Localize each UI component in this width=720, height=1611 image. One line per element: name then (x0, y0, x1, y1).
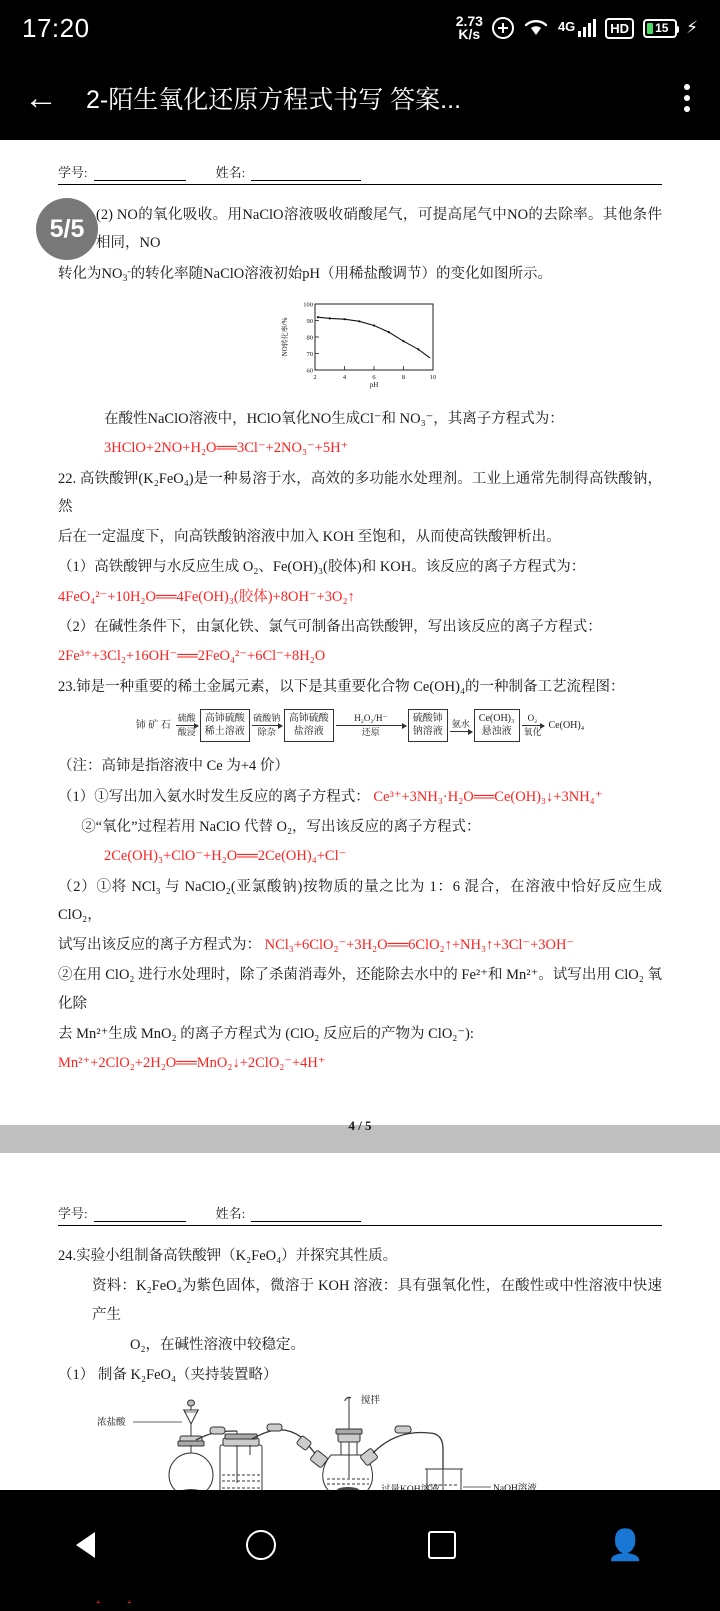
question-23-stem: 23.铈是一种重要的稀土金属元素，以下是其重要化合物 Ce(OH)₄的一种制备工艺流程图： (58, 679, 625, 696)
flow-node-3-line1: 硫酸铈 (412, 713, 443, 725)
answer-23-1-1: Ce³⁺+3NH₃·H₂O══Ce(OH)₃↓+3NH₄⁺ (373, 788, 603, 805)
question-21-prompt: 在酸性NaClO溶液中，HClO氧化NO生成Cl⁻和 NO₃⁻，其离子方程式为： (104, 410, 564, 427)
status-icons (456, 15, 698, 41)
kebab-dot (684, 95, 690, 101)
student-name-label: 姓名: (215, 1206, 246, 1221)
student-id-label: 学号: (58, 165, 88, 180)
flow-node-3-line2: 钠溶液 (412, 725, 443, 737)
flow-node-1 (200, 709, 250, 742)
question-21-2-line2 (58, 260, 662, 288)
svg-text:70: 70 (306, 350, 313, 358)
battery-fill (647, 23, 653, 34)
chart-x-axis-label: pH (369, 380, 378, 389)
student-id-blank (94, 169, 186, 181)
page-footer-number: 4 / 5 (348, 1117, 372, 1133)
flow-arrow-1-line (176, 725, 198, 726)
question-24-data-line2: O₂，在碱性溶液中较稳定。 (130, 1336, 306, 1353)
q21-text-pre: 转化为NO (58, 265, 123, 282)
page-indicator-badge: 5/5 (36, 198, 98, 260)
document-page-2 (0, 1153, 720, 1513)
flow-arrow-1 (174, 713, 200, 739)
flow-node-4 (474, 709, 520, 742)
question-21-2-line1: (2) NO的氧化吸收。用NaClO溶液吸收硝酸尾气，可提高尾气中NO的去除率。其他条件相同，NO (96, 207, 662, 252)
question-23-2-1a: （2）①将 NCl₃ 与 NaClO₂(亚氯酸钠)按物质的量之比为 1：6 混合，在溶液中恰好反应生成 ClO₂， (58, 878, 662, 923)
overflow-menu-button[interactable] (678, 78, 696, 118)
question-23-note: （注：高铈是指溶液中 Ce 为+4 价） (58, 758, 289, 775)
svg-text:60: 60 (306, 367, 313, 375)
flow-arrow-4-line (450, 731, 472, 732)
flow-arrow-4 (448, 719, 474, 733)
svg-text:8: 8 (401, 373, 405, 381)
answer-22-2: 2Fe³⁺+3Cl₂+16OH⁻══2FeO₄²⁻+6Cl⁻+8H₂O (58, 648, 326, 665)
circle-plus-icon (492, 17, 514, 39)
svg-text:4: 4 (342, 373, 346, 381)
question-22-stem-line1: 22. 高铁酸钾(K₂FeO₄)是一种易溶于水，高效的多功能水处理剂。工业上通常先制得高铁酸钠，然 (58, 470, 662, 515)
question-24-data-line1: 资料：K₂FeO₄为紫色固体，微溶于 KOH 溶液：具有强氧化性，在酸性或中性溶液中快速产生 (92, 1278, 662, 1323)
question-23-1-1 (58, 783, 662, 811)
battery-icon (643, 19, 677, 38)
document-page-1 (0, 140, 720, 1133)
wifi-icon (523, 18, 549, 38)
student-name-blank (251, 1210, 361, 1222)
square-recents-icon[interactable] (428, 1531, 456, 1559)
chart-container (58, 298, 662, 393)
question-24-stem: 24.实验小组制备高铁酸钾（K₂FeO₄）并探究其性质。 (58, 1248, 398, 1264)
back-button[interactable]: ← (24, 79, 58, 117)
network-speed-value: 2.73 (455, 13, 483, 30)
system-navigation-bar (0, 1490, 720, 1600)
chart-svg (273, 298, 448, 388)
question-23-1-1-label: （1）①写出加入氨水时发生反应的离子方程式： (58, 788, 370, 805)
accessibility-icon[interactable]: 👤 (606, 1528, 645, 1562)
q21-text-post: 的转化率随NaClO溶液初始pH（用稀盐酸调节）的变化如图所示。 (130, 265, 552, 282)
flow-arrow-2-top: 硫酸钠 (253, 713, 281, 724)
app-bar (0, 56, 720, 140)
flow-end-node: Ce(OH)₄ (548, 719, 585, 731)
hd-icon: HD (605, 18, 634, 39)
network-type-label: 4G (557, 19, 576, 34)
question-24-1: （1） 制备 K₂FeO₄（夹持装置略） (58, 1367, 278, 1384)
page-header-fields (58, 162, 662, 185)
flow-start-node: 铈 矿 石 (135, 719, 171, 731)
student-name-label: 姓名: (215, 165, 246, 180)
q21-superscript: - (127, 265, 131, 277)
q21-subscript: 3 (122, 272, 128, 284)
answer-21: 3HClO+2NO+H₂O══3Cl⁻+2NO₃⁻+5H⁺ (104, 440, 349, 457)
svg-text:6: 6 (371, 373, 376, 381)
svg-text:90: 90 (306, 317, 313, 325)
flow-arrow-3-bottom: 还原 (361, 727, 380, 738)
network-speed-unit: K/s (458, 26, 481, 42)
svg-text:100: 100 (302, 301, 313, 309)
flow-node-4-line1: Ce(OH)₃ (478, 713, 515, 725)
label-stir: 搅拌 (361, 1396, 381, 1407)
student-id-blank (94, 1210, 186, 1222)
page-title: 2-陌生氧化还原方程式书写 答案... (86, 86, 462, 114)
answer-23-2-2: Mn²⁺+2ClO₂+2H₂O══MnO₂↓+2ClO₂⁻+4H⁺ (58, 1055, 326, 1072)
no-conversion-chart (273, 298, 448, 393)
flow-arrow-5-bottom: 氧化 (523, 727, 542, 738)
flow-arrow-2-bottom: 除杂 (257, 727, 276, 738)
triangle-back-icon[interactable] (76, 1532, 95, 1558)
battery-level-label: 15 (655, 21, 669, 35)
status-time: 17:20 (22, 12, 90, 43)
signal-bars (578, 19, 596, 37)
flow-arrow-2 (250, 713, 284, 739)
question-23-1-2: ②“氧化”过程若用 NaClO 代替 O₂，写出该反应的离子方程式： (81, 818, 481, 835)
answer-23-1-2: 2Ce(OH)₃+ClO⁻+H₂O══2Ce(OH)₄+Cl⁻ (104, 848, 347, 865)
flow-arrow-1-top: 硫酸 (177, 713, 196, 724)
question-23-2-1b (58, 931, 662, 959)
svg-text:80: 80 (306, 334, 313, 342)
question-22-stem-line2: 后在一定温度下，向高铁酸钠溶液中加入 KOH 至饱和，从而使高铁酸钾析出。 (58, 529, 561, 546)
flow-arrow-1-bottom: 酸浸 (177, 727, 196, 738)
flow-arrow-3-top: H₂O₂/H⁻ (354, 713, 388, 724)
question-22-2: （2）在碱性条件下，由氯化铁、氯气可制备出高铁酸钾，写出该反应的离子方程式： (58, 619, 602, 636)
flow-arrow-5 (520, 713, 546, 739)
network-speed-indicator (456, 15, 483, 41)
flow-arrow-3 (334, 713, 408, 739)
flow-node-2-line2: 盐溶液 (293, 725, 324, 737)
question-22-1: （1）高铁酸钾与水反应生成 O₂、Fe(OH)₃(胶体)和 KOH。该反应的离子方程式为： (58, 559, 586, 576)
kebab-dot (684, 106, 690, 112)
signal-icon (558, 19, 596, 37)
question-23-2-2b: 去 Mn²⁺生成 MnO₂ 的离子方程式为 (ClO₂ 反应后的产物为 ClO₂⁻): (58, 1025, 474, 1042)
flow-node-4-line2: 悬浊液 (481, 725, 512, 737)
circle-home-icon[interactable] (246, 1530, 276, 1560)
flow-node-2-line1: 高铈硫酸 (288, 713, 329, 725)
answer-22-1: 4FeO₄²⁻+10H₂O══4Fe(OH)₃(胶体)+8OH⁻+3O₂↑ (58, 588, 355, 605)
flow-arrow-5-top: O₂ (527, 713, 538, 724)
flow-node-2 (284, 709, 334, 742)
student-name-blank (251, 169, 361, 181)
cerium-process-flow-diagram (58, 709, 662, 742)
status-bar (0, 0, 720, 56)
flow-arrow-4-top: 氨水 (451, 718, 470, 729)
page2-header-fields (58, 1203, 662, 1226)
charging-bolt-icon: ⚡ (686, 18, 698, 37)
flow-node-3 (408, 709, 448, 742)
flow-arrow-5-line (522, 725, 544, 726)
flow-arrow-2-line (252, 725, 282, 726)
flow-node-1-line2: 稀土溶液 (204, 725, 245, 737)
student-id-label: 学号: (58, 1206, 88, 1221)
flow-arrow-3-line (336, 725, 406, 726)
flow-node-1-line1: 高铈硫酸 (204, 713, 245, 725)
svg-text:10: 10 (429, 373, 436, 381)
question-23-2-1b-label: 试写出该反应的离子方程式为： (58, 937, 261, 954)
answer-23-2-1: NCl₃+6ClO₂⁻+3H₂O══6ClO₂↑+NH₃↑+3Cl⁻+3OH⁻ (264, 937, 575, 954)
kebab-dot (684, 84, 690, 90)
chart-y-axis-label: NO转化率/% (280, 317, 289, 357)
question-23-2-2a: ②在用 ClO₂ 进行水处理时，除了杀菌消毒外，还能除去水中的 Fe²⁺和 Mn²⁺。试写出用 ClO₂ 氧化除 (58, 967, 662, 1012)
svg-text:2: 2 (312, 373, 317, 381)
label-concentrated-hcl: 浓盐酸 (97, 1418, 126, 1429)
document-viewer[interactable] (0, 140, 720, 1490)
